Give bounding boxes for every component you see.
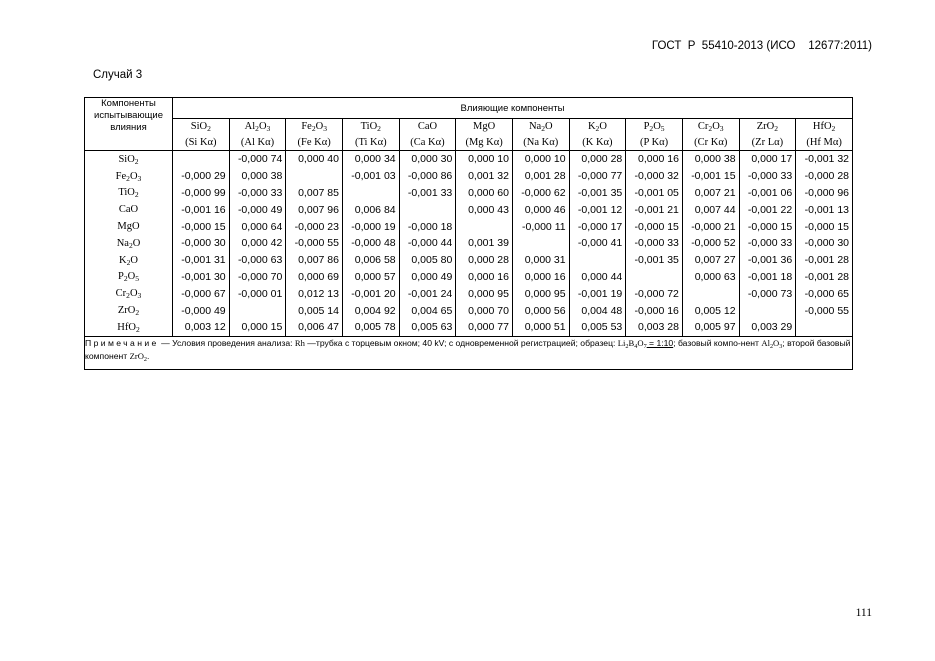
table-cell: -0,000 49 bbox=[229, 201, 286, 218]
table-cell: 0,000 28 bbox=[456, 252, 513, 269]
table-cell: 0,004 65 bbox=[399, 302, 456, 319]
table-cell: 0,000 60 bbox=[456, 185, 513, 202]
table-row bbox=[85, 269, 853, 286]
note-label: Примечание bbox=[85, 337, 159, 348]
table-cell: 0,001 32 bbox=[456, 168, 513, 185]
table-cell bbox=[796, 319, 853, 336]
table-cell: 0,005 14 bbox=[286, 302, 343, 319]
table-cell bbox=[682, 285, 739, 302]
table-cell: 0,000 56 bbox=[512, 302, 569, 319]
table-cell: 0,000 38 bbox=[682, 151, 739, 168]
table-row bbox=[85, 185, 853, 202]
table-cell: 0,000 16 bbox=[456, 269, 513, 286]
table-cell: -0,001 24 bbox=[399, 285, 456, 302]
table-cell: -0,000 11 bbox=[512, 218, 569, 235]
table-cell: 0,000 63 bbox=[682, 269, 739, 286]
group-label: Влияющие компоненты bbox=[173, 98, 853, 119]
table-cell: 0,000 34 bbox=[342, 151, 399, 168]
table-cell: 0,012 13 bbox=[286, 285, 343, 302]
table-cell: 0,000 16 bbox=[512, 269, 569, 286]
table-cell bbox=[456, 218, 513, 235]
table-cell: 0,003 12 bbox=[173, 319, 230, 336]
table-cell: -0,001 20 bbox=[342, 285, 399, 302]
table-cell: 0,007 27 bbox=[682, 252, 739, 269]
row-label: $P_2O_5$ bbox=[85, 269, 173, 286]
table-cell: -0,000 32 bbox=[626, 168, 683, 185]
corner-label: Компоненты испытывающие влияния bbox=[85, 98, 173, 151]
table-cell: -0,001 31 bbox=[173, 252, 230, 269]
table-cell: -0,000 62 bbox=[512, 185, 569, 202]
column-header-element: SiO$_2$ bbox=[173, 119, 230, 135]
column-header-line: (Cr Kα) bbox=[682, 134, 739, 151]
row-label: ZrO$_2$ bbox=[85, 302, 173, 319]
column-header-element: $Al_2O_3$ bbox=[229, 119, 286, 135]
table-cell: 0,000 15 bbox=[229, 319, 286, 336]
column-header-element: $K_2O$ bbox=[569, 119, 626, 135]
column-header-line: (Zr Lα) bbox=[739, 134, 796, 151]
table-cell: 0,007 86 bbox=[286, 252, 343, 269]
table-cell bbox=[342, 185, 399, 202]
column-header-element: CaO bbox=[399, 119, 456, 135]
table-cell: 0,005 78 bbox=[342, 319, 399, 336]
table-cell: 0,006 58 bbox=[342, 252, 399, 269]
column-header-line: (P Kα) bbox=[626, 134, 683, 151]
table-cell: -0,000 44 bbox=[399, 235, 456, 252]
table-cell: 0,005 63 bbox=[399, 319, 456, 336]
column-header-line: (Ti Kα) bbox=[342, 134, 399, 151]
column-header-element: HfO$_2$ bbox=[796, 119, 853, 135]
table-cell: 0,000 49 bbox=[399, 269, 456, 286]
column-header-element: $Cr_2O_3$ bbox=[682, 119, 739, 135]
table-cell bbox=[569, 252, 626, 269]
table-cell: -0,001 05 bbox=[626, 185, 683, 202]
row-label: MgO bbox=[85, 218, 173, 235]
table-cell: -0,001 19 bbox=[569, 285, 626, 302]
row-label: $K_2O$ bbox=[85, 252, 173, 269]
column-header-line: (K Kα) bbox=[569, 134, 626, 151]
table-cell: -0,000 63 bbox=[229, 252, 286, 269]
table-cell: -0,000 65 bbox=[796, 285, 853, 302]
table-cell: 0,000 43 bbox=[456, 201, 513, 218]
table-cell: -0,000 70 bbox=[229, 269, 286, 286]
table-cell: -0,000 67 bbox=[173, 285, 230, 302]
table-cell: -0,000 74 bbox=[229, 151, 286, 168]
table-cell: -0,001 12 bbox=[569, 201, 626, 218]
table-cell: -0,001 18 bbox=[739, 269, 796, 286]
row-label: $Fe_2O_3$ bbox=[85, 168, 173, 185]
table-cell: -0,001 28 bbox=[796, 269, 853, 286]
table-cell: 0,005 53 bbox=[569, 319, 626, 336]
table-row bbox=[85, 168, 853, 185]
table-cell: -0,000 29 bbox=[173, 168, 230, 185]
column-header-line: (Ca Kα) bbox=[399, 134, 456, 151]
column-header-element: $Fe_2O_3$ bbox=[286, 119, 343, 135]
table-cell: 0,005 12 bbox=[682, 302, 739, 319]
table-cell: 0,007 85 bbox=[286, 185, 343, 202]
table-cell: -0,001 06 bbox=[739, 185, 796, 202]
table-cell bbox=[739, 302, 796, 319]
table-row bbox=[85, 201, 853, 218]
table-cell: -0,000 17 bbox=[569, 218, 626, 235]
table-cell: -0,001 22 bbox=[739, 201, 796, 218]
table-cell: -0,000 16 bbox=[626, 302, 683, 319]
table-cell: -0,000 48 bbox=[342, 235, 399, 252]
table-cell: 0,000 17 bbox=[739, 151, 796, 168]
table-cell: -0,000 33 bbox=[739, 168, 796, 185]
table-cell: -0,000 77 bbox=[569, 168, 626, 185]
table-cell bbox=[229, 302, 286, 319]
table-cell: 0,000 10 bbox=[456, 151, 513, 168]
table-cell: 0,000 42 bbox=[229, 235, 286, 252]
table-cell: -0,001 21 bbox=[626, 201, 683, 218]
row-label: SiO$_2$ bbox=[85, 151, 173, 168]
table-cell: -0,000 55 bbox=[796, 302, 853, 319]
spectral-line-row bbox=[85, 134, 853, 151]
table-cell: -0,000 33 bbox=[229, 185, 286, 202]
table-body bbox=[85, 151, 853, 337]
table-cell: 0,000 31 bbox=[512, 252, 569, 269]
table-cell: -0,001 35 bbox=[569, 185, 626, 202]
table-cell: -0,000 15 bbox=[626, 218, 683, 235]
table-cell: -0,000 33 bbox=[626, 235, 683, 252]
column-header-line: (Na Kα) bbox=[512, 134, 569, 151]
table-cell: 0,000 51 bbox=[512, 319, 569, 336]
table-cell bbox=[626, 269, 683, 286]
column-header-element: $Na_2O$ bbox=[512, 119, 569, 135]
table-cell: 0,000 38 bbox=[229, 168, 286, 185]
table-cell: -0,001 30 bbox=[173, 269, 230, 286]
table-row bbox=[85, 151, 853, 168]
table-cell: 0,000 30 bbox=[399, 151, 456, 168]
table-cell: -0,000 19 bbox=[342, 218, 399, 235]
column-header-element: TiO$_2$ bbox=[342, 119, 399, 135]
table-cell: 0,000 77 bbox=[456, 319, 513, 336]
table-cell: -0,000 86 bbox=[399, 168, 456, 185]
table-cell: 0,004 92 bbox=[342, 302, 399, 319]
table-row bbox=[85, 252, 853, 269]
table-cell: 0,000 10 bbox=[512, 151, 569, 168]
table-cell: 0,006 84 bbox=[342, 201, 399, 218]
table-cell: -0,000 21 bbox=[682, 218, 739, 235]
table-cell: -0,001 03 bbox=[342, 168, 399, 185]
table-cell: -0,000 72 bbox=[626, 285, 683, 302]
table-cell: -0,001 13 bbox=[796, 201, 853, 218]
table-cell: -0,001 16 bbox=[173, 201, 230, 218]
table-cell: 0,006 47 bbox=[286, 319, 343, 336]
row-label: $Na_2O$ bbox=[85, 235, 173, 252]
table-row bbox=[85, 235, 853, 252]
table-cell: -0,000 73 bbox=[739, 285, 796, 302]
table-cell: 0,004 48 bbox=[569, 302, 626, 319]
table-cell bbox=[286, 168, 343, 185]
table-cell: 0,001 28 bbox=[512, 168, 569, 185]
table-cell: -0,001 32 bbox=[796, 151, 853, 168]
document-header: ГОСТ Р 55410-2013 (ИСО 12677:2011) bbox=[651, 40, 872, 52]
table-cell: -0,000 01 bbox=[229, 285, 286, 302]
table-cell: -0,000 41 bbox=[569, 235, 626, 252]
row-label: $Cr_2O_3$ bbox=[85, 285, 173, 302]
column-header-element: ZrO$_2$ bbox=[739, 119, 796, 135]
table-cell: -0,000 33 bbox=[739, 235, 796, 252]
table-cell: -0,000 18 bbox=[399, 218, 456, 235]
table-cell: 0,000 40 bbox=[286, 151, 343, 168]
table-cell: 0,000 28 bbox=[569, 151, 626, 168]
table-cell: -0,000 23 bbox=[286, 218, 343, 235]
table-cell: -0,000 55 bbox=[286, 235, 343, 252]
table-cell bbox=[512, 235, 569, 252]
table-cell bbox=[399, 201, 456, 218]
table-cell: 0,007 96 bbox=[286, 201, 343, 218]
table-cell: 0,000 44 bbox=[569, 269, 626, 286]
table-cell: -0,000 30 bbox=[796, 235, 853, 252]
page-number: 111 bbox=[855, 607, 872, 619]
table-cell: 0,003 28 bbox=[626, 319, 683, 336]
table-row bbox=[85, 319, 853, 336]
table-cell: -0,000 49 bbox=[173, 302, 230, 319]
table-note: Примечание — Условия проведения анализа: Rh —трубка с торцевым окном; 40 kV; с одновременной регистрацией; образец: $Li_2B_4O_7$ = 1:10; базовый компо-нент $Al_2O_3$; второй базовый компонент ZrO$_2$. bbox=[85, 336, 853, 369]
coefficient-table bbox=[84, 97, 853, 370]
table-cell: 0,005 80 bbox=[399, 252, 456, 269]
row-label: HfO$_2$ bbox=[85, 319, 173, 336]
table-row bbox=[85, 302, 853, 319]
table-cell: 0,007 44 bbox=[682, 201, 739, 218]
column-header-line: (Fe Kα) bbox=[286, 134, 343, 151]
table-row bbox=[85, 285, 853, 302]
element-header-row bbox=[85, 119, 853, 135]
table-cell: 0,007 21 bbox=[682, 185, 739, 202]
row-label: CaO bbox=[85, 201, 173, 218]
table-cell: -0,000 30 bbox=[173, 235, 230, 252]
column-header-line: (Hf Mα) bbox=[796, 134, 853, 151]
table-cell bbox=[173, 151, 230, 168]
column-header-line: (Si Kα) bbox=[173, 134, 230, 151]
table-cell: -0,000 15 bbox=[739, 218, 796, 235]
column-header-element: $P_2O_5$ bbox=[626, 119, 683, 135]
table-cell: -0,000 96 bbox=[796, 185, 853, 202]
table-cell: -0,001 15 bbox=[682, 168, 739, 185]
table-cell: 0,000 95 bbox=[512, 285, 569, 302]
table-cell: -0,000 15 bbox=[796, 218, 853, 235]
table-row bbox=[85, 218, 853, 235]
table-cell: -0,000 15 bbox=[173, 218, 230, 235]
table-cell: 0,000 46 bbox=[512, 201, 569, 218]
table-cell: 0,000 95 bbox=[456, 285, 513, 302]
table-cell: 0,000 70 bbox=[456, 302, 513, 319]
table-cell: -0,001 35 bbox=[626, 252, 683, 269]
table-cell: 0,005 97 bbox=[682, 319, 739, 336]
column-header-line: (Al Kα) bbox=[229, 134, 286, 151]
row-label: TiO$_2$ bbox=[85, 185, 173, 202]
table-cell: -0,000 99 bbox=[173, 185, 230, 202]
table-cell: -0,001 28 bbox=[796, 252, 853, 269]
table-cell: -0,000 52 bbox=[682, 235, 739, 252]
table-cell: -0,001 33 bbox=[399, 185, 456, 202]
table-cell: 0,000 69 bbox=[286, 269, 343, 286]
table-note-row bbox=[85, 336, 853, 369]
table-cell: 0,000 64 bbox=[229, 218, 286, 235]
column-header-line: (Mg Kα) bbox=[456, 134, 513, 151]
column-header-element: MgO bbox=[456, 119, 513, 135]
table-cell: 0,000 57 bbox=[342, 269, 399, 286]
table-cell: -0,001 36 bbox=[739, 252, 796, 269]
case-label: Случай 3 bbox=[93, 69, 143, 81]
table-cell: 0,001 39 bbox=[456, 235, 513, 252]
table-cell: -0,000 28 bbox=[796, 168, 853, 185]
table-cell: 0,003 29 bbox=[739, 319, 796, 336]
table-cell: 0,000 16 bbox=[626, 151, 683, 168]
